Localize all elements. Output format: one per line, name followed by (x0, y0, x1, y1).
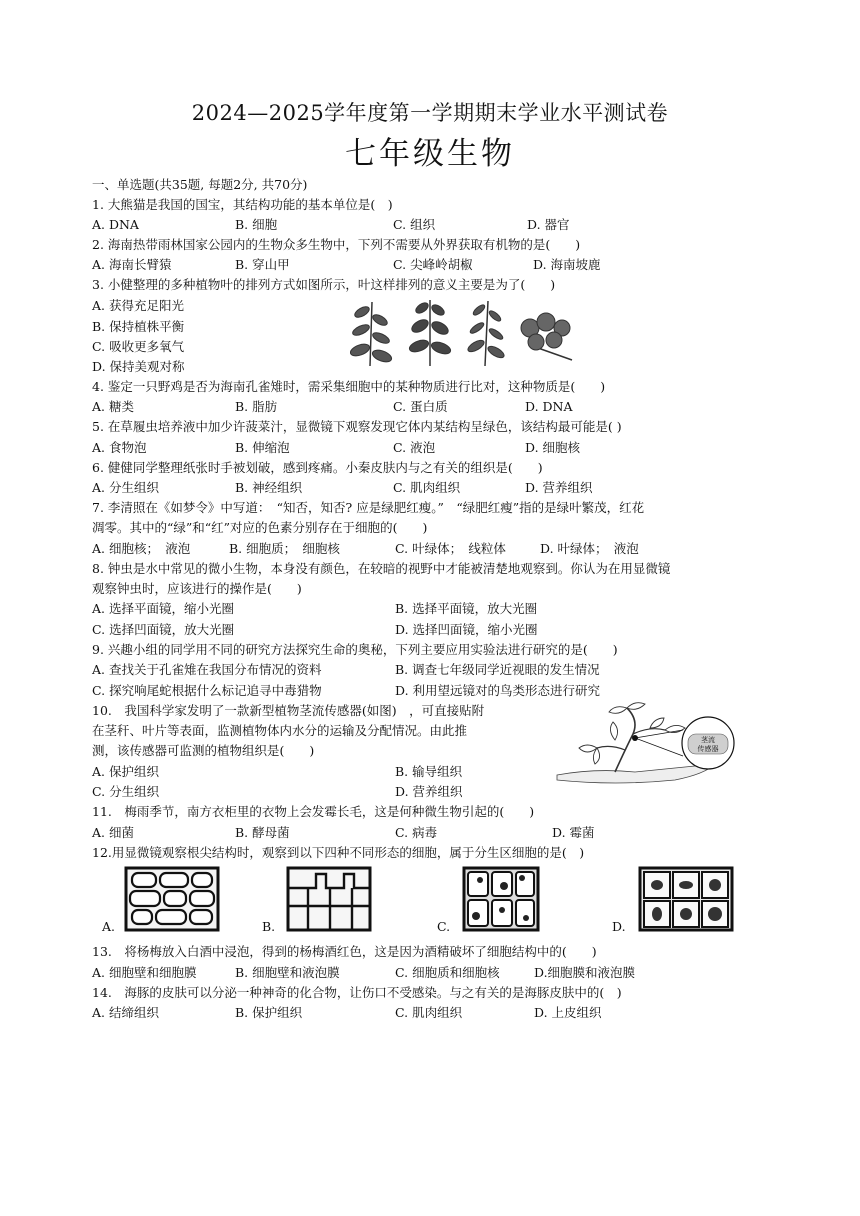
question-13-stem: 13. 将杨梅放入白酒中浸泡，得到的杨梅酒红色，这是因为酒精破坏了细胞结构中的( ) (92, 944, 597, 959)
q6-option-a[interactable]: A. 分生组织 (92, 480, 159, 495)
q9-option-b[interactable]: B. 调查七年级同学近视眼的发生情况 (395, 662, 600, 677)
q2-option-a[interactable]: A. 海南长臂猿 (92, 257, 172, 272)
question-8-options-row-1 (92, 600, 772, 618)
q11-option-a[interactable]: A. 细菌 (92, 825, 134, 840)
question-10-stem-line-3: 测，该传感器可监测的植物组织是( ) (92, 743, 315, 758)
question-10-options-row-1 (92, 763, 552, 781)
question-10-stem-line-1: 10. 我国科学家发明了一款新型植物茎流传感器(如图) ，可直接贴附 (92, 703, 485, 718)
q14-option-a[interactable]: A. 结缔组织 (92, 1005, 159, 1020)
cell-image-b (286, 866, 372, 932)
question-1-options (92, 216, 772, 234)
question-5-stem: 5. 在草履虫培养液中加少许菠菜汁，显微镜下观察发现它体内某结构呈绿色，该结构最可能是( ) (92, 419, 622, 434)
q2-option-d[interactable]: D. 海南坡鹿 (533, 257, 601, 272)
q3-option-d[interactable]: D. 保持美观对称 (92, 359, 185, 374)
q5-option-c[interactable]: C. 液泡 (393, 440, 436, 455)
question-10-options-row-2 (92, 783, 552, 801)
q3-option-a[interactable]: A. 获得充足阳光 (92, 298, 184, 313)
sensor-label-line-2: 传感器 (697, 745, 719, 753)
leaf-sketches (579, 703, 685, 764)
plant-sketch-4 (521, 313, 572, 360)
q4-option-d[interactable]: D. DNA (525, 399, 573, 414)
q5-option-a[interactable]: A. 食物泡 (92, 440, 147, 455)
question-14-options (92, 1004, 772, 1022)
q1-option-d[interactable]: D. 器官 (527, 217, 570, 232)
stem-flow-sensor-figure (555, 700, 765, 788)
q11-option-c[interactable]: C. 病毒 (395, 825, 438, 840)
q6-option-c[interactable]: C. 肌肉组织 (393, 480, 461, 495)
q7-option-d[interactable]: D. 叶绿体； 液泡 (540, 541, 639, 556)
q6-option-b[interactable]: B. 神经组织 (235, 480, 303, 495)
q3-option-c[interactable]: C. 吸收更多氧气 (92, 339, 185, 354)
q2-option-b[interactable]: B. 穿山甲 (235, 257, 290, 272)
q4-option-c[interactable]: C. 蛋白质 (393, 399, 448, 414)
q1-option-a[interactable]: A. DNA (92, 217, 139, 232)
question-8-stem-line-2: 观察钟虫时，应该进行的操作是( ) (92, 581, 302, 596)
q8-option-c[interactable]: C. 选择凹面镜，放大光圈 (92, 622, 235, 637)
q4-option-b[interactable]: B. 脂肪 (235, 399, 278, 414)
question-7-options (92, 540, 772, 558)
sensor-label-line-1: 茎流 (701, 736, 715, 744)
question-2-options (92, 256, 772, 274)
q12-option-b[interactable]: B. (262, 919, 276, 934)
q12-option-c[interactable]: C. (437, 919, 451, 934)
q13-option-d[interactable]: D.细胞膜和液泡膜 (534, 965, 636, 980)
q12-option-d[interactable]: D. (612, 919, 626, 934)
q4-option-a[interactable]: A. 糖类 (92, 399, 134, 414)
q7-option-c[interactable]: C. 叶绿体； 线粒体 (395, 541, 506, 556)
question-8-stem-line-1: 8. 钟虫是水中常见的微小生物，本身没有颜色，在较暗的视野中才能被清楚地观察到。你认为在用显微镜 (92, 561, 671, 576)
q11-option-d[interactable]: D. 霉菌 (552, 825, 595, 840)
exam-title: 2024—2025学年度第一学期期末学业水平测试卷 (191, 101, 669, 125)
question-7-stem-line-2: 凋零。其中的“绿”和“红”对应的色素分别存在于细胞的( ) (92, 520, 428, 535)
question-11-stem: 11. 梅雨季节，南方衣柜里的衣物上会发霉长毛，这是何种微生物引起的( ) (92, 804, 535, 819)
q3-option-b[interactable]: B. 保持植株平衡 (92, 319, 185, 334)
q1-option-c[interactable]: C. 组织 (393, 217, 436, 232)
question-14-stem: 14. 海豚的皮肤可以分泌一种神奇的化合物，让伤口不受感染。与之有关的是海豚皮肤中的( ) (92, 985, 622, 1000)
q1-option-b[interactable]: B. 细胞 (235, 217, 278, 232)
q13-option-b[interactable]: B. 细胞壁和液泡膜 (235, 965, 340, 980)
q5-option-d[interactable]: D. 细胞核 (525, 440, 581, 455)
q8-option-a[interactable]: A. 选择平面镜，缩小光圈 (92, 601, 234, 616)
question-2-stem: 2. 海南热带雨林国家公园内的生物众多生物中，下列不需要从外界获取有机物的是( ) (92, 237, 581, 252)
question-5-options (92, 439, 772, 457)
exam-subtitle: 七年级生物 (345, 136, 515, 172)
q10-option-a[interactable]: A. 保护组织 (92, 764, 159, 779)
question-8-options-row-2 (92, 621, 772, 639)
question-6-stem: 6. 健健同学整理纸张时手被划破，感到疼痛。小秦皮肤内与之有关的组织是( ) (92, 460, 543, 475)
q11-option-b[interactable]: B. 酵母菌 (235, 825, 290, 840)
q9-option-c[interactable]: C. 探究响尾蛇根据什么标记追寻中毒猎物 (92, 683, 322, 698)
q10-option-b[interactable]: B. 输导组织 (395, 764, 463, 779)
plant-sketch-3 (466, 301, 506, 366)
q7-option-a[interactable]: A. 细胞核； 液泡 (92, 541, 191, 556)
q10-option-d[interactable]: D. 营养组织 (395, 784, 463, 799)
question-4-stem: 4. 鉴定一只野鸡是否为海南孔雀雉时，需采集细胞中的某种物质进行比对，这种物质是( ) (92, 379, 606, 394)
q13-option-c[interactable]: C. 细胞质和细胞核 (395, 965, 500, 980)
ground-sketch (557, 764, 715, 783)
q13-option-a[interactable]: A. 细胞壁和细胞膜 (92, 965, 197, 980)
question-1-stem: 1. 大熊猫是我国的国宝，其结构功能的基本单位是( ) (92, 197, 393, 212)
q6-option-d[interactable]: D. 营养组织 (525, 480, 593, 495)
cell-image-c (462, 866, 540, 932)
q14-option-c[interactable]: C. 肌肉组织 (395, 1005, 463, 1020)
plant-sketch-1 (350, 302, 393, 366)
q2-option-c[interactable]: C. 尖峰岭胡椒 (393, 257, 473, 272)
q9-option-d[interactable]: D. 利用望远镜对的鸟类形态进行研究 (395, 683, 601, 698)
question-12-stem: 12.用显微镜观察根尖结构时，观察到以下四种不同形态的细胞，属于分生区细胞的是( ) (92, 845, 585, 860)
plant-stem-sketch (615, 708, 635, 772)
cell-image-a (124, 866, 220, 932)
question-3-stem: 3. 小健整理的多种植物叶的排列方式如图所示，叶这样排列的意义主要是为了( ) (92, 277, 556, 292)
question-4-options (92, 398, 772, 416)
q12-option-a[interactable]: A. (102, 919, 116, 934)
question-6-options (92, 479, 772, 497)
section-heading: 一、单选题(共35题, 每题2分, 共70分) (92, 177, 308, 192)
q14-option-d[interactable]: D. 上皮组织 (534, 1005, 602, 1020)
leaf-arrangement-figure (350, 298, 580, 368)
q5-option-b[interactable]: B. 伸缩泡 (235, 440, 290, 455)
plant-sketch-2 (408, 300, 452, 366)
question-13-options (92, 964, 772, 982)
question-10-stem-line-2: 在茎秆、叶片等表面，监测植物体内水分的运输及分配情况。由此推 (92, 723, 468, 738)
question-11-options (92, 824, 772, 842)
q9-option-a[interactable]: A. 查找关于孔雀雉在我国分布情况的资料 (92, 662, 322, 677)
q14-option-b[interactable]: B. 保护组织 (235, 1005, 303, 1020)
q8-option-d[interactable]: D. 选择凹面镜，缩小光圈 (395, 622, 538, 637)
cell-image-d (638, 866, 734, 932)
q7-option-b[interactable]: B. 细胞质； 细胞核 (229, 541, 340, 556)
q8-option-b[interactable]: B. 选择平面镜，放大光圈 (395, 601, 538, 616)
question-9-options-row-2 (92, 682, 772, 700)
question-9-options-row-1 (92, 661, 772, 679)
q10-option-c[interactable]: C. 分生组织 (92, 784, 160, 799)
question-9-stem: 9. 兴趣小组的同学用不同的研究方法探究生命的奥秘，下列主要应用实验法进行研究的是( ) (92, 642, 618, 657)
question-7-stem-line-1: 7. 李清照在《如梦令》中写道： “知否，知否? 应是绿肥红瘦。” “绿肥红瘦”指的是绿叶繁茂，红花 (92, 500, 645, 515)
